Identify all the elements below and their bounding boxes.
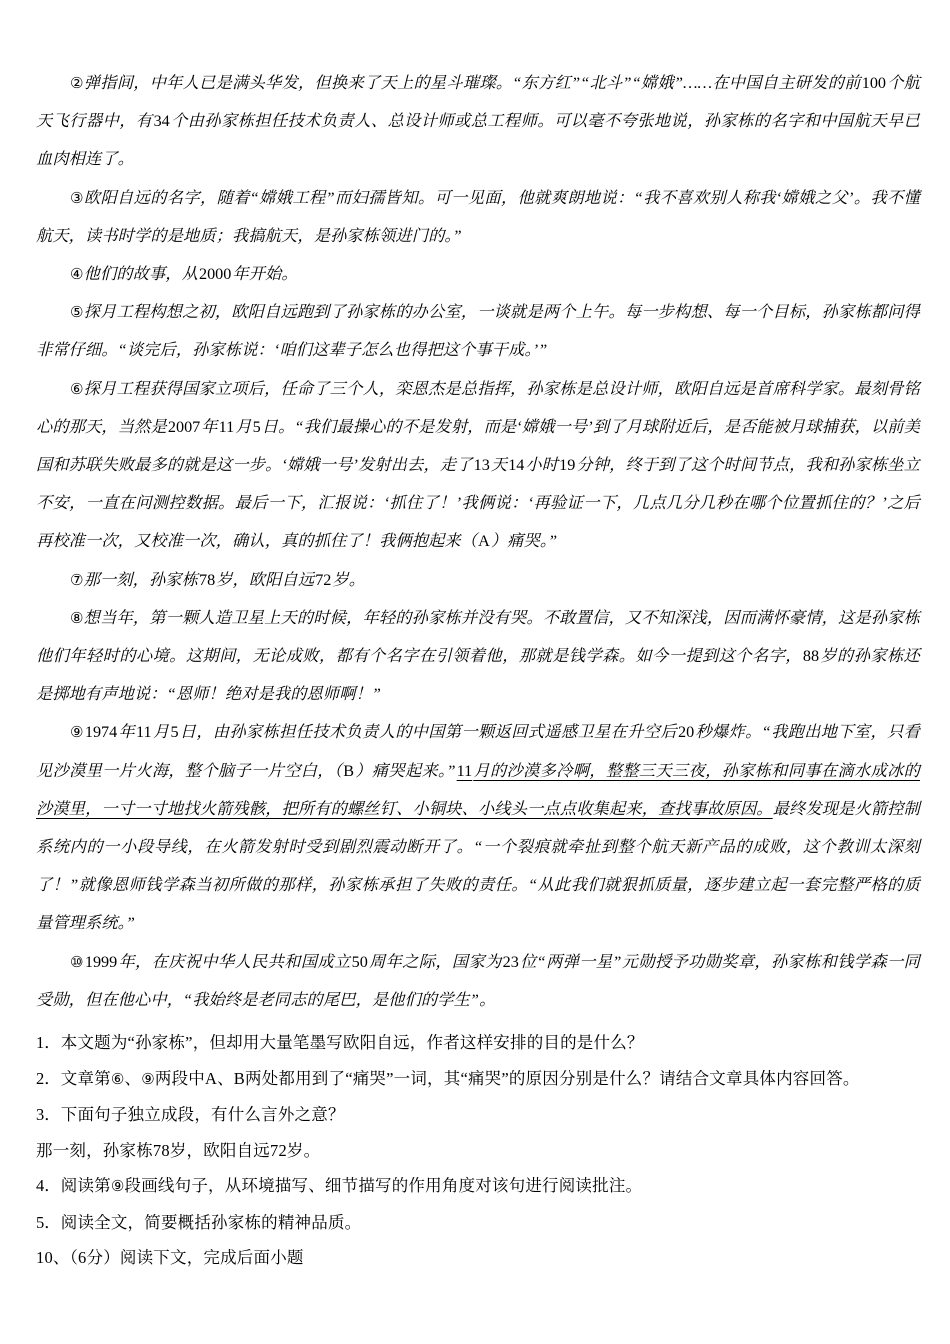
passage-paragraph-9: ⑨1974年11月5日，由孙家栋担任技术负责人的中国第一颗返回式遥感卫星在升空后20秒爆炸。“我跑出地下室，只看见沙漠里一片火海，整个脑子一片空白，（B）痛哭起来。”11月的沙漠多冷啊，整整三天三夜，孙家栋和同事在滴水成冰的沙漠里，一寸一寸地找火箭残骸，把所有的螺丝钉、小铜块、小线头一点点收集起来，查找事故原因。最终发现是火箭控制系统内的一小段导线，在火箭发射时受到剧烈震动断开了。“一个裂痕就牵扯到整个航天新产品的成败，这个教训太深刻了！”就像恩师钱学森当初所做的那样，孙家栋承担了失败的责任。“从此我们就狠抓质量，逐步建立起一套完整严格的质量管理系统。” <box>36 723 921 933</box>
question-item-3: 3．下面句子独立成段，有什么言外之意？ <box>36 1105 345 1125</box>
passage-paragraph-10: ⑩1999年，在庆祝中华人民共和国成立50周年之际，国家为23位“两弹一星”元勋授予功勋奖章，孙家栋和钱学森一同受勋，但在他心中，“我始终是老同志的尾巴，是他们的学生”。 <box>36 952 920 1009</box>
paragraph-marker-7: ⑦ <box>70 570 84 589</box>
question-item-1: 1．本文题为“孙家栋”，但却用大量笔墨写欧阳自远，作者这样安排的目的是什么？ <box>36 1033 644 1053</box>
next-question-header: 10、（6分）阅读下文，完成后面小题 <box>36 1248 304 1268</box>
paragraph-marker-6: ⑥ <box>70 379 84 398</box>
paragraph-marker-5: ⑤ <box>70 303 84 322</box>
question-item-2: 2．文章第⑥、⑨两段中A、B两处都用到了“痛哭”一词，其“痛哭”的原因分别是什么？请结合文章具体内容回答。 <box>36 1068 860 1088</box>
passage-paragraph-7: ⑦那一刻，孙家栋78岁，欧阳自远72岁。 <box>70 570 366 589</box>
paragraph-marker-8: ⑧ <box>70 608 84 627</box>
passage-paragraph-8: ⑧想当年，第一颗人造卫星上天的时候，年轻的孙家栋并没有哭。不敢置信，又不知深浅，因而满怀豪情，这是孙家栋他们年轻时的心境。这期间，无论成败，都有个名字在引领着他，那就是钱学森。如今一提到这个名字，88岁的孙家栋还是掷地有声地说：“恩师！绝对是我的恩师啊！” <box>36 608 920 704</box>
paragraph-marker-10: ⑩ <box>70 952 84 971</box>
question-number-1: 1． <box>36 1033 61 1053</box>
question-list <box>36 1025 920 1276</box>
passage-paragraph-6: ⑥探月工程获得国家立项后，任命了三个人，栾恩杰是总指挥，孙家栋是总设计师，欧阳自远是首席科学家。最刻骨铭心的那天，当然是2007年11月5日。“我们最操心的不是发射，而是‘嫦娥一号’到了月球附近后，是否能被月球捕获，以前美国和苏联失败最多的就是这一步。‘嫦娥一号’发射出去，走了13天14小时19分钟，终于到了这个时间节点，我和孙家栋坐立不安，一直在问测控数据。最后一下，汇报说：‘抓住了！’我俩说：‘再验证一下，几点几分几秒在哪个位置抓住的？’之后再校准一次，又校准一次，确认，真的抓住了！我俩抱起来（A）痛哭。” <box>36 379 920 551</box>
passage-paragraph-4: ④他们的故事，从2000年开始。 <box>70 265 298 284</box>
question-item-4: 4．阅读第⑨段画线句子，从环境描写、细节描写的作用角度对该句进行阅读批注。 <box>36 1176 643 1196</box>
paragraph-marker-4: ④ <box>70 265 84 284</box>
reading-passage <box>36 64 920 1019</box>
paragraph-marker-2: ② <box>70 74 84 92</box>
passage-paragraph-5: ⑤探月工程构想之初，欧阳自远跑到了孙家栋的办公室，一谈就是两个上午。每一步构想、每一个目标，孙家栋都问得非常仔细。“谈完后，孙家栋说：‘咱们这辈子怎么也得把这个事干成。’” <box>36 303 920 360</box>
question-number-4: 4． <box>36 1176 61 1196</box>
question-number-3: 3． <box>36 1105 61 1125</box>
question-item-5: 5．阅读全文，简要概括孙家栋的精神品质。 <box>36 1212 362 1232</box>
page-content <box>36 64 920 1276</box>
paragraph-marker-3: ③ <box>70 188 84 207</box>
question-number-2: 2． <box>36 1068 61 1088</box>
passage-paragraph-2: ②弹指间，中年人已是满头华发，但换来了天上的星斗璀璨。“东方红”“北斗”“嫦娥”……在中国自主研发的前100个航天飞行器中，有34个由孙家栋担任技术负责人、总设计师或总工程师。可以毫不夸张地说，孙家栋的名字和中国航天早已血肉相连了。 <box>36 74 920 169</box>
paragraph-marker-9: ⑨ <box>70 723 84 742</box>
question-quote-line: 那一刻，孙家栋78岁，欧阳自远72岁。 <box>36 1140 321 1160</box>
passage-paragraph-3: ③欧阳自远的名字，随着“嫦娥工程”而妇孺皆知。可一见面，他就爽朗地说：“我不喜欢别人称我‘嫦娥之父’。我不懂航天，读书时学的是地质；我搞航天，是孙家栋领进门的。” <box>36 188 920 245</box>
question-number-5: 5． <box>36 1212 61 1232</box>
underlined-sentence: 11月的沙漠多冷啊，整整三天三夜，孙家栋和同事在滴水成冰的沙漠里，一寸一寸地找火箭残骸，把所有的螺丝钉、小铜块、小线头一点点收集起来，查找事故原因。 <box>36 761 921 818</box>
